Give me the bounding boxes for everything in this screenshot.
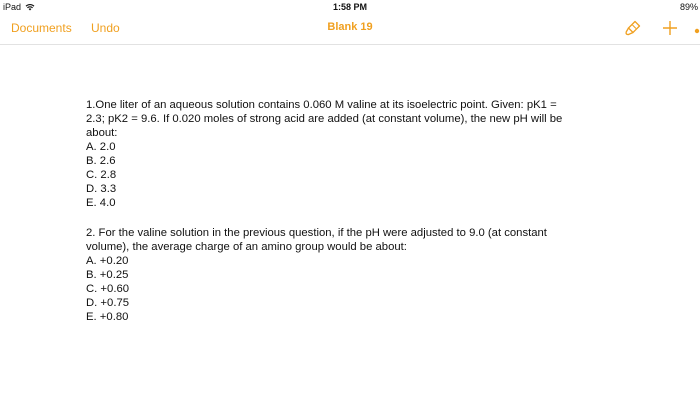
answer-option: E. 4.0 (86, 197, 116, 209)
documents-button[interactable]: Documents (11, 21, 72, 35)
question-text-line: 2. For the valine solution in the previous question, if the pH were adjusted to 9.0 (at constant (86, 227, 547, 239)
answer-option: D. 3.3 (86, 183, 117, 195)
answer-option: C. +0.60 (86, 283, 130, 295)
document-title: Blank 19 (327, 21, 373, 33)
undo-button[interactable]: Undo (91, 21, 120, 35)
answer-option: A. +0.20 (86, 255, 129, 267)
document-body[interactable] (86, 98, 646, 324)
more-icon[interactable] (694, 23, 700, 41)
plus-icon[interactable] (661, 19, 679, 42)
answer-option: A. 2.0 (86, 141, 116, 153)
question-text-line: volume), the average charge of an amino group would be about: (86, 241, 407, 253)
status-time: 1:58 PM (332, 2, 367, 12)
device-label: iPad (3, 2, 22, 12)
question-1 (86, 98, 646, 210)
paintbrush-icon[interactable] (624, 19, 642, 42)
answer-option: B. 2.6 (86, 155, 116, 167)
question-text-line: about: (86, 127, 118, 139)
status-bar (0, 0, 700, 14)
answer-option: B. +0.25 (86, 269, 129, 281)
question-text-line: 2.3; pK2 = 9.6. If 0.020 moles of strong acid are added (at constant volume), the new pH will be (86, 113, 563, 125)
question-2 (86, 226, 646, 324)
answer-option: C. 2.8 (86, 169, 117, 181)
question-text-line: 1.One liter of an aqueous solution contains 0.060 M valine at its isoelectric point. Given: pK1 = (86, 99, 557, 111)
answer-option: D. +0.75 (86, 297, 130, 309)
nav-bar (0, 14, 700, 45)
answer-option: E. +0.80 (86, 311, 129, 323)
battery-percent: 89% (679, 2, 698, 12)
